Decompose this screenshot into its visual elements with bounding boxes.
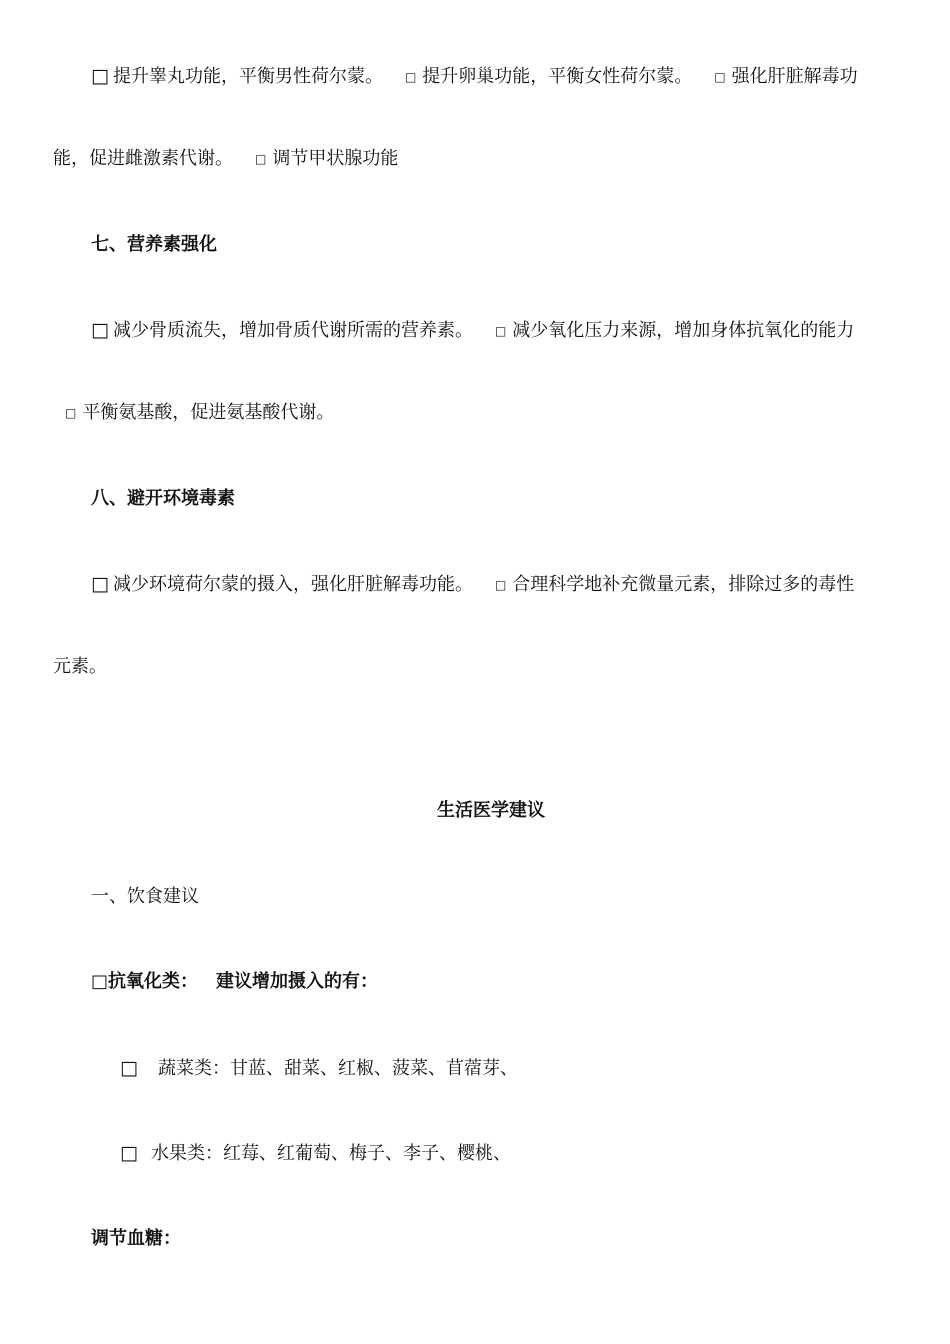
antioxidant-line: [91, 970, 378, 994]
section6-item2: 提升卵巢功能，平衡女性荷尔蒙。: [422, 66, 693, 87]
antioxidant-label: 抗氧化类：: [108, 971, 199, 992]
fruits-line: [120, 1141, 511, 1166]
checkbox-icon: □: [404, 70, 417, 84]
fruits-list: 水果类：红莓、红葡萄、梅子、李子、樱桃、: [150, 1143, 511, 1164]
checkbox-icon: □: [91, 971, 109, 992]
checkbox-icon: □: [714, 70, 726, 84]
section6-line1: [91, 64, 858, 90]
section6-item4: 调节甲状腺功能: [272, 148, 399, 169]
page-title: 生活医学建议: [437, 800, 545, 821]
section7-line2: [43, 401, 334, 426]
blood-sugar-heading: 调节血糖：: [91, 1228, 181, 1249]
antioxidant-suffix: 建议增加摄入的有：: [216, 971, 379, 992]
checkbox-icon: □: [494, 324, 507, 338]
checkbox-icon: □: [91, 319, 109, 341]
section8-heading: 八、避开环境毒素: [91, 488, 235, 509]
section7-heading: 七、营养素强化: [91, 234, 217, 255]
checkbox-icon: □: [255, 152, 267, 166]
checkbox-icon: □: [120, 1142, 138, 1164]
section7-item2: 减少氧化压力来源，增加身体抗氧化的能力: [512, 320, 855, 341]
checkbox-icon: □: [65, 406, 77, 420]
section8-item2-part1: 合理科学地补充微量元素，排除过多的毒性: [512, 574, 855, 595]
section6-item1: 提升睾丸功能，平衡男性荷尔蒙。: [112, 66, 383, 87]
checkbox-icon: □: [91, 65, 109, 87]
section8-line1: [91, 572, 854, 598]
vegetables-list: 蔬菜类：甘蓝、甜菜、红椒、菠菜、苜蓿芽、: [157, 1058, 518, 1079]
diet-heading: 一、饮食建议: [91, 886, 199, 907]
section8-line2: [53, 655, 107, 679]
checkbox-icon: □: [120, 1057, 138, 1079]
section6-line2: [53, 147, 398, 172]
checkbox-icon: □: [494, 578, 507, 592]
section6-item3-part2: 能，促进雌激素代谢。: [53, 148, 233, 169]
section7-item1: 减少骨质流失，增加骨质代谢所需的营养素。: [112, 320, 473, 341]
checkbox-icon: □: [91, 573, 109, 595]
section8-item2-part2: 元素。: [53, 656, 107, 677]
section7-line1: [91, 318, 854, 344]
section8-item1: 减少环境荷尔蒙的摄入，强化肝脏解毒功能。: [112, 574, 473, 595]
section7-item3: 平衡氨基酸，促进氨基酸代谢。: [82, 402, 335, 423]
section6-item3-part1: 强化肝脏解毒功: [731, 66, 858, 87]
vegetables-line: [120, 1056, 518, 1081]
